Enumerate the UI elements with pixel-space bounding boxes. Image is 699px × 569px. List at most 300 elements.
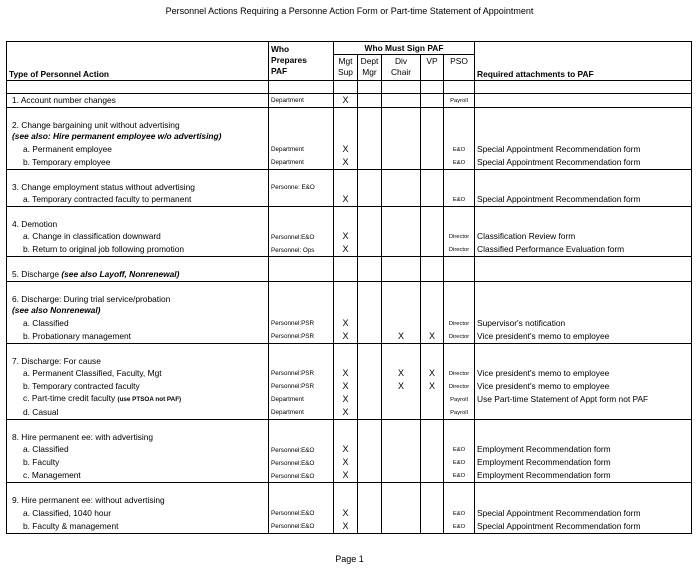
div-chair-value: X [397,367,404,378]
pso-cell [444,495,475,507]
attachments-value: Employment Recommendation form [477,470,611,481]
div-chair-cell [382,93,421,107]
vp-cell [421,393,444,406]
personnel-actions-table [6,41,692,534]
action-cell [7,230,269,243]
table-row [7,520,692,534]
pso-value: Director [448,247,470,254]
table-row [7,131,692,143]
dept-mgr-cell [358,219,382,231]
vp-cell [421,330,444,344]
pso-value: E&O [452,523,466,530]
action-text: a. Permanent Classified, Faculty, Mgt [23,367,162,378]
action-cell [7,380,269,393]
pso-cell [444,469,475,483]
action-text: 8. Hire permanent ee: with advertising [12,431,154,442]
mgt-sup-cell [334,432,358,444]
mgt-sup-value: X [342,444,349,455]
mgt-sup-cell [334,131,358,143]
pso-cell [444,156,475,170]
dept-mgr-cell [358,119,382,131]
mgt-sup-value: X [342,470,349,481]
action-text: a. Temporary contracted faculty to permanent [23,194,192,205]
prepares-cell [269,380,334,393]
vp-cell [421,406,444,420]
pso-cell [444,393,475,406]
column-header-div-chair: Div Chair [382,55,421,81]
action-text: b. Temporary contracted faculty [23,380,140,391]
dept-mgr-cell [358,193,382,207]
mgt-sup-cell [334,156,358,170]
mgt-sup-value: X [342,317,349,328]
div-chair-cell [382,432,421,444]
dept-mgr-cell [358,181,382,193]
prepares-value: Personnel:E&O [271,523,315,531]
mgt-sup-value: X [342,457,349,468]
vp-cell [421,443,444,456]
attachments-value: Special Appointment Recommendation form [477,507,641,518]
header-prepares-line1: Who [271,44,290,54]
prepares-value: Personnel:E&O [271,459,315,467]
action-text: c. Part-time credit faculty [23,393,116,404]
pso-cell [444,317,475,330]
vp-cell [421,380,444,393]
prepares-cell [269,293,334,305]
action-text: 7. Discharge: For cause [12,355,101,366]
action-cell [7,293,269,305]
pso-cell [444,219,475,231]
dept-mgr-cell [358,293,382,305]
attachments-cell [475,380,692,393]
pso-cell [444,119,475,131]
action-text: 9. Hire permanent ee: without advertising [12,495,165,506]
dept-mgr-cell [358,143,382,156]
dept-mgr-cell [358,432,382,444]
pso-value: E&O [452,473,466,480]
action-cell [7,193,269,207]
action-cell [7,495,269,507]
action-text: b. Faculty & management [23,520,119,531]
mgt-sup-value: X [342,367,349,378]
prepares-value: Personnel: Ops [271,246,315,254]
attachments-cell [475,432,692,444]
vp-cell [421,317,444,330]
vp-cell [421,131,444,143]
attachments-cell [475,143,692,156]
prepares-cell [269,305,334,317]
spacer-row [7,81,692,94]
attachments-cell [475,317,692,330]
pso-cell [444,131,475,143]
div-chair-value: X [397,380,404,391]
vp-cell [421,156,444,170]
pso-cell [444,432,475,444]
column-header-mgt-sup: Mgt Sup [334,55,358,81]
mgt-sup-cell [334,406,358,420]
mgt-sup-cell [334,269,358,281]
table-row [7,469,692,483]
attachments-cell [475,119,692,131]
div-chair-cell [382,520,421,534]
vp-cell [421,293,444,305]
mgt-sup-value: X [342,231,349,242]
dept-mgr-cell [358,520,382,534]
vp-cell [421,367,444,380]
header-prepares-line3: PAF [271,66,288,76]
div-chair-cell [382,293,421,305]
action-cell [7,469,269,483]
action-cell [7,93,269,107]
div-chair-cell [382,156,421,170]
vp-cell [421,520,444,534]
div-chair-cell [382,269,421,281]
vp-cell [421,119,444,131]
spacer-row [7,483,692,495]
attachments-cell [475,406,692,420]
pso-cell [444,181,475,193]
mgt-sup-cell [334,193,358,207]
div-chair-cell [382,406,421,420]
dept-mgr-cell [358,406,382,420]
prepares-cell [269,143,334,156]
pso-value: Payroll [450,396,468,403]
action-cell [7,367,269,380]
table-row [7,443,692,456]
action-text: (see also: Hire permanent employee w/o advertising) [12,131,222,142]
action-text: a. Classified [23,317,69,328]
mgt-sup-value: X [342,156,349,167]
prepares-cell [269,269,334,281]
mgt-sup-cell [334,93,358,107]
dept-mgr-cell [358,443,382,456]
attachments-cell [475,243,692,257]
table-row [7,355,692,367]
pso-cell [444,305,475,317]
mgt-sup-cell [334,330,358,344]
action-cell [7,119,269,131]
pso-value: E&O [452,460,466,467]
dept-mgr-cell [358,495,382,507]
mgt-sup-cell [334,230,358,243]
mgt-sup-cell [334,495,358,507]
mgt-sup-cell [334,219,358,231]
mgt-sup-value: X [342,406,349,417]
attachments-cell [475,219,692,231]
action-cell [7,456,269,469]
column-header-dept-mgr: Dept Mgr [358,55,382,81]
attachments-cell [475,93,692,107]
attachments-cell [475,456,692,469]
table-row [7,93,692,107]
attachments-cell [475,131,692,143]
prepares-cell [269,520,334,534]
action-cell [7,355,269,367]
attachments-value: Classification Review form [477,231,576,242]
action-text: 1. Account number changes [12,94,116,105]
vp-cell [421,230,444,243]
mgt-sup-cell [334,380,358,393]
prepares-value: Department [271,409,304,417]
vp-cell [421,432,444,444]
prepares-cell [269,443,334,456]
spacer-row [7,419,692,431]
pso-value: Director [448,320,470,327]
dept-mgr-cell [358,367,382,380]
prepares-cell [269,406,334,420]
action-text: a. Classified, 1040 hour [23,507,111,518]
action-text: 6. Discharge: During trial service/probation [12,293,171,304]
mgt-sup-cell [334,355,358,367]
pso-value: Director [448,370,470,377]
action-cell [7,269,269,281]
attachments-cell [475,469,692,483]
mgt-sup-cell [334,393,358,406]
dept-mgr-cell [358,230,382,243]
attachments-value: Vice president's memo to employee [477,330,610,341]
div-chair-cell [382,143,421,156]
mgt-sup-cell [334,119,358,131]
prepares-value: Department [271,396,304,404]
header-row [7,42,692,55]
prepares-cell [269,219,334,231]
action-text: b. Probationary management [23,330,132,341]
dept-mgr-cell [358,131,382,143]
column-header-prepares [269,42,334,81]
attachments-cell [475,507,692,520]
table-row [7,305,692,317]
pso-cell [444,380,475,393]
column-header-action: Type of Personnel Action [7,42,269,81]
vp-cell [421,507,444,520]
mgt-sup-cell [334,181,358,193]
action-cell [7,143,269,156]
column-header-attachments: Required attachments to PAF [475,42,692,81]
page-title: Personnel Actions Requiring a Personne Action Form or Part-time Statement of Appointment [165,6,534,16]
prepares-cell [269,393,334,406]
pso-value: Director [448,234,470,241]
table-row [7,193,692,207]
mgt-sup-cell [334,520,358,534]
attachments-cell [475,367,692,380]
div-chair-cell [382,456,421,469]
action-cell [7,507,269,520]
vp-cell [421,181,444,193]
prepares-value: Personnel:PSR [271,320,315,328]
table-row [7,367,692,380]
spacer-row [7,107,692,119]
prepares-cell [269,243,334,257]
table-row [7,330,692,344]
spacer-row [7,207,692,219]
pso-value: Payroll [450,97,468,104]
attachments-cell [475,495,692,507]
pso-cell [444,230,475,243]
pso-cell [444,293,475,305]
mgt-sup-cell [334,443,358,456]
action-text: a. Change in classification downward [23,231,161,242]
table-row [7,495,692,507]
div-chair-cell [382,243,421,257]
dept-mgr-cell [358,156,382,170]
vp-cell [421,456,444,469]
div-chair-cell [382,181,421,193]
prepares-value: Personne: E&O [271,184,315,192]
prepares-cell [269,507,334,520]
table-row [7,406,692,420]
attachments-cell [475,181,692,193]
attachments-cell [475,443,692,456]
mgt-sup-cell [334,143,358,156]
mgt-sup-cell [334,317,358,330]
vp-cell [421,305,444,317]
action-cell [7,432,269,444]
action-text: b. Temporary employee [23,156,111,167]
attachments-value: Vice president's memo to employee [477,380,610,391]
mgt-sup-value: X [342,94,349,105]
attachments-value: Supervisor's notification [477,317,566,328]
attachments-cell [475,269,692,281]
prepares-cell [269,495,334,507]
action-text: d. Casual [23,406,59,417]
table-row [7,317,692,330]
prepares-cell [269,193,334,207]
action-cell [7,393,269,406]
mgt-sup-cell [334,367,358,380]
prepares-cell [269,367,334,380]
attachments-value: Employment Recommendation form [477,457,611,468]
prepares-cell [269,330,334,344]
vp-cell [421,93,444,107]
dept-mgr-cell [358,507,382,520]
dept-mgr-cell [358,355,382,367]
vp-value: X [428,367,435,378]
table-row [7,432,692,444]
attachments-cell [475,330,692,344]
prepares-value: Personnel:E&O [271,233,315,241]
mgt-sup-cell [334,507,358,520]
vp-value: X [428,330,435,341]
vp-cell [421,495,444,507]
spacer-row [7,257,692,269]
mgt-sup-value: X [342,244,349,255]
div-chair-cell [382,330,421,344]
prepares-cell [269,355,334,367]
div-chair-cell [382,367,421,380]
pso-cell [444,520,475,534]
action-text: a. Classified [23,444,69,455]
mgt-sup-value: X [342,393,349,404]
prepares-value: Personnel:E&O [271,510,315,518]
mgt-sup-cell [334,305,358,317]
prepares-cell [269,230,334,243]
action-cell [7,243,269,257]
mgt-sup-value: X [342,507,349,518]
table-row [7,507,692,520]
pso-cell [444,355,475,367]
action-cell [7,406,269,420]
vp-value: X [428,380,435,391]
div-chair-cell [382,193,421,207]
pso-value: Director [448,383,470,390]
attachments-value: Special Appointment Recommendation form [477,194,641,205]
pso-cell [444,367,475,380]
pso-cell [444,193,475,207]
attachments-value: Classified Performance Evaluation form [477,244,625,255]
table-body [7,81,692,534]
action-cell [7,520,269,534]
div-chair-cell [382,380,421,393]
mgt-sup-cell [334,469,358,483]
attachments-value: Special Appointment Recommendation form [477,143,641,154]
dept-mgr-cell [358,330,382,344]
spacer-row [7,169,692,181]
prepares-cell [269,469,334,483]
vp-cell [421,355,444,367]
prepares-cell [269,432,334,444]
div-chair-cell [382,305,421,317]
prepares-value: Personnel:E&O [271,472,315,480]
table-row [7,119,692,131]
action-text: b. Return to original job following promotion [23,244,185,255]
pso-value: E&O [452,447,466,454]
dept-mgr-cell [358,243,382,257]
attachments-value: Special Appointment Recommendation form [477,520,641,531]
action-cell [7,330,269,344]
pso-cell [444,456,475,469]
div-chair-cell [382,393,421,406]
pso-cell [444,406,475,420]
prepares-cell [269,156,334,170]
prepares-cell [269,119,334,131]
div-chair-cell [382,507,421,520]
attachments-cell [475,293,692,305]
action-text: c. Management [23,470,81,481]
table-row [7,269,692,281]
attachments-cell [475,305,692,317]
mgt-sup-value: X [342,330,349,341]
mgt-sup-value: X [342,380,349,391]
table-row [7,219,692,231]
div-chair-value: X [397,330,404,341]
pso-cell [444,330,475,344]
mgt-sup-value: X [342,143,349,154]
table-row [7,243,692,257]
vp-cell [421,243,444,257]
spacer-row [7,343,692,355]
action-cell [7,131,269,143]
attachments-cell [475,393,692,406]
table-row [7,230,692,243]
mgt-sup-value: X [342,194,349,205]
table-row [7,380,692,393]
div-chair-cell [382,317,421,330]
pso-value: E&O [452,159,466,166]
page-number: Page 1 [335,554,364,564]
dept-mgr-cell [358,269,382,281]
attachments-cell [475,193,692,207]
dept-mgr-cell [358,317,382,330]
dept-mgr-cell [358,93,382,107]
action-cell [7,317,269,330]
table-row [7,456,692,469]
dept-mgr-cell [358,469,382,483]
pso-cell [444,143,475,156]
attachments-cell [475,355,692,367]
prepares-cell [269,93,334,107]
table-row [7,181,692,193]
pso-cell [444,443,475,456]
mgt-sup-value: X [342,520,349,531]
